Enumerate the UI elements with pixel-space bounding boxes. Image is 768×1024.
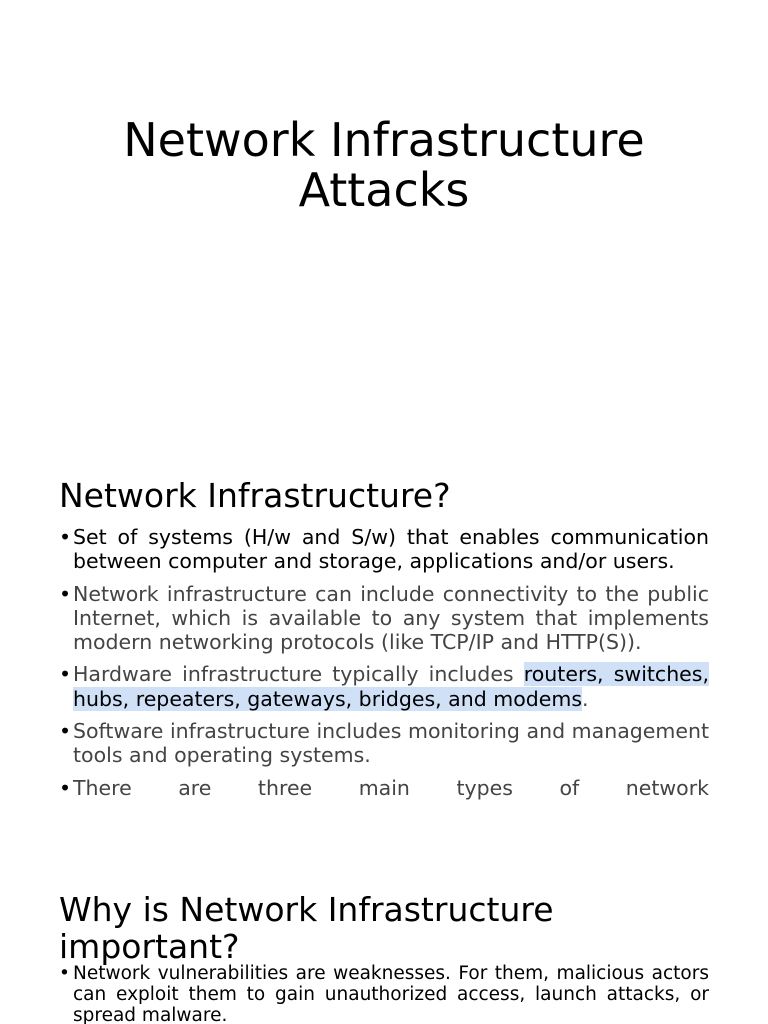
bullet-icon: •: [59, 963, 70, 984]
highlighted-text[interactable]: routers, switches, hubs, repeaters, gateways, bridges, and modems: [73, 662, 709, 711]
title-line-2: Attacks: [298, 163, 470, 217]
bullet-icon: •: [59, 525, 72, 549]
bullet-text: Network vulnerabilities are weaknesses. For them, malicious actors can exploit them to gain unauthorized access, launch attacks, or spread malware.: [73, 963, 709, 1024]
bullet-list: [59, 525, 709, 808]
bullet-text: Network infrastructure can include connectivity to the public Internet, which is available to any system that implements modern networking protocols (like TCP/IP and HTTP(S)).: [73, 581, 709, 655]
importance-slide: [0, 868, 768, 1024]
list-item: [59, 719, 709, 768]
bullet-text: Software infrastructure includes monitoring and management tools and operating systems.: [73, 719, 709, 768]
title-slide: [0, 0, 768, 450]
title-line-1: Network Infrastructure: [123, 113, 645, 167]
list-item: [59, 525, 709, 574]
presentation-title: [60, 115, 708, 215]
list-item: [59, 662, 709, 711]
bullet-icon: •: [59, 662, 72, 687]
bullet-text-pre: Hardware infrastructure typically includes: [73, 662, 524, 687]
list-item: [59, 582, 709, 655]
bullet-icon: •: [59, 581, 72, 606]
bullet-list: [59, 963, 709, 1024]
network-infrastructure-slide: [0, 450, 768, 868]
bullet-text-post: .: [582, 686, 589, 711]
list-item: [59, 963, 709, 1024]
bullet-text: Set of systems (H/w and S/w) that enables communication between computer and storage, applications and/or users.: [73, 525, 709, 574]
slide-heading: Why is Network Infrastructure important?: [59, 890, 554, 966]
bullet-text: There are three main types of network: [73, 775, 709, 800]
bullet-icon: •: [59, 775, 72, 800]
bullet-icon: •: [59, 719, 72, 744]
list-item: [59, 776, 709, 800]
slide-heading: Network Infrastructure?: [59, 476, 451, 515]
